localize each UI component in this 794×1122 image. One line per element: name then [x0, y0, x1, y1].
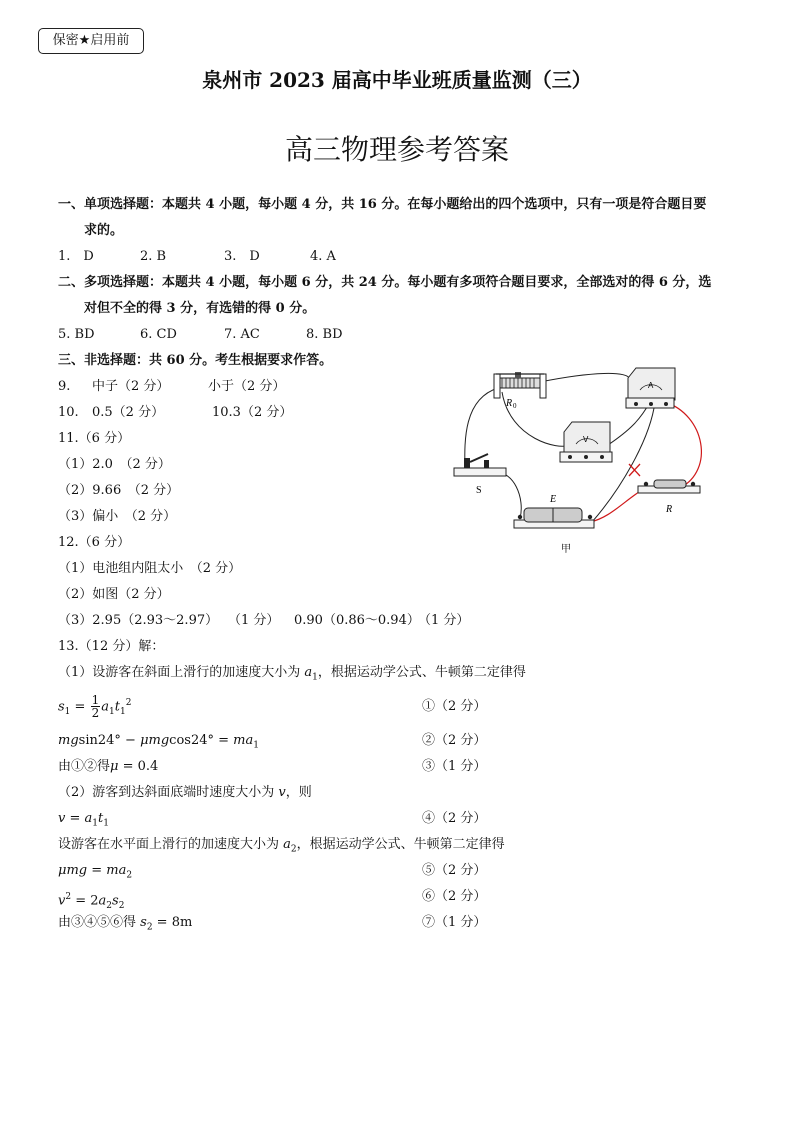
- q9-answer-a: 中子（2 分）: [92, 379, 170, 394]
- section2-answers: [58, 326, 343, 344]
- section1-header: 一、单项选择题：本题共 4 小题，每小题 4 分，共 16 分。在每小题给出的四个选项中，只有一项是符合题目要: [58, 197, 707, 212]
- equation-7-value: = 8m: [152, 915, 193, 930]
- equation-7: 由③④⑤⑥得 $s_2 = 8m$: [58, 915, 193, 933]
- label-r0: R: [506, 398, 513, 409]
- equation-3-score: ③（1 分）: [422, 759, 487, 774]
- equation-4-score: ④（2 分）: [422, 811, 487, 826]
- q13-part2-intro-text: （2）游客到达斜面底端时速度大小为: [58, 785, 279, 800]
- q11-part3: （3）偏小 （2 分）: [58, 509, 177, 524]
- q13-part2-mid: 设游客在水平面上滑行的加速度大小为 $a_2$，根据运动学公式、牛顿第二定律得: [58, 837, 505, 855]
- equation-5-score: ⑤（2 分）: [422, 863, 487, 878]
- figure-caption: 甲: [561, 544, 571, 555]
- cross-mark-icon: [629, 464, 640, 476]
- page-title: 高三物理参考答案: [284, 133, 509, 166]
- q13-part2-mid-text: 设游客在水平面上滑行的加速度大小为: [58, 837, 284, 852]
- q12-title: 12.（6 分）: [58, 535, 131, 550]
- equation-6-score: ⑥（2 分）: [422, 889, 487, 904]
- equation-2-score: ②（2 分）: [422, 733, 487, 748]
- q12-part3-value1: （3）2.95（2.93～2.97）: [58, 613, 219, 628]
- q13-part1-intro-text2: ，根据运动学公式、牛顿第二定律得: [317, 665, 526, 680]
- section2-header-cont: 对但不全的得 3 分，有选错的得 0 分。: [84, 301, 316, 316]
- q9-answer-b: 小于（2 分）: [208, 379, 286, 394]
- answer-8: 8. BD: [306, 327, 343, 342]
- voltmeter-label: V: [583, 435, 589, 444]
- section1-answers: [58, 248, 336, 266]
- equation-1-score: ①（2 分）: [422, 699, 487, 714]
- q12-part2: （2）如图（2 分）: [58, 587, 170, 602]
- rheostat-r0: [494, 372, 546, 398]
- answer-2: 2. B: [140, 249, 167, 264]
- circuit-diagram: [440, 360, 770, 560]
- answer-7: 7. AC: [224, 327, 260, 342]
- ammeter-label: A: [648, 381, 654, 390]
- q13-part1-intro-text: （1）设游客在斜面上滑行的加速度大小为: [58, 665, 305, 680]
- q13-title: 13.（12 分）解：: [58, 639, 165, 654]
- battery-e: [514, 508, 594, 528]
- q12-part3-score1: （1 分）: [228, 613, 280, 628]
- label-r0-subscript: 0: [513, 402, 517, 410]
- q9-line: [58, 378, 286, 396]
- label-switch: S: [476, 485, 482, 496]
- equation-7-score: ⑦（1 分）: [422, 915, 487, 930]
- equation-2-text-b: cos24° =: [169, 733, 234, 748]
- q9-number: 9.: [58, 379, 71, 394]
- section3-header: 三、非选择题：共 60 分。考生根据要求作答。: [58, 353, 333, 368]
- q11-part1: （1）2.0 （2 分）: [58, 457, 171, 472]
- q13-part1-intro: （1）设游客在斜面上滑行的加速度大小为 $a_1$，根据运动学公式、牛顿第二定律得: [58, 665, 526, 683]
- q12-part3: [58, 612, 470, 630]
- answer-6: 6. CD: [140, 327, 177, 342]
- section2-header: 二、多项选择题：本题共 4 小题，每小题 6 分，共 24 分。每小题有多项符合题目要求，全部选对的得 6 分，选: [58, 275, 712, 290]
- q11-title: 11.（6 分）: [58, 431, 131, 446]
- q10-answer-a: 0.5（2 分）: [92, 405, 165, 420]
- answer-3: 3. D: [224, 249, 260, 264]
- red-wire-battery-to-resistor: [590, 488, 645, 522]
- red-wire-ammeter-to-resistor: [665, 402, 701, 488]
- equation-1: $s_1$ = $\frac{1}{2}$ $a_1t_1^2$: [58, 693, 132, 721]
- equation-6: $v^2 = 2a_2s_2$: [58, 892, 125, 911]
- equation-2: $mgsin24^\circ - \mu mgcos24^\circ = ma_1$: [58, 733, 259, 751]
- q10-line: [58, 404, 293, 422]
- answer-5: 5. BD: [58, 327, 95, 342]
- q10-number: 10.: [58, 405, 79, 420]
- equation-2-text-a: sin24° −: [78, 733, 141, 748]
- q13-part2-intro: （2）游客到达斜面底端时速度大小为 v，则: [58, 785, 312, 800]
- q12-part1: （1）电池组内阻太小 （2 分）: [58, 561, 242, 576]
- answer-4: 4. A: [310, 249, 336, 264]
- equation-3-text: 由①②得: [58, 759, 111, 774]
- q13-part2-intro-text2: ，则: [285, 785, 312, 800]
- resistor-r: [638, 480, 700, 493]
- q12-part3-score2: （1 分）: [418, 613, 470, 628]
- exam-title: 泉州市 2023 届高中毕业班质量监测（三）: [202, 68, 592, 92]
- equation-3-value: = 0.4: [118, 759, 159, 774]
- q13-part2-mid-text2: ，根据运动学公式、牛顿第二定律得: [296, 837, 505, 852]
- answer-1: 1. D: [58, 249, 94, 264]
- q10-answer-b: 10.3（2 分）: [212, 405, 293, 420]
- equation-5: $\mu mg = ma_2$: [58, 863, 133, 881]
- equation-3: 由①②得μ = 0.4: [58, 759, 159, 774]
- section1-header-cont: 求的。: [84, 223, 124, 238]
- label-resistor: R: [666, 504, 673, 515]
- wire-r0-to-ammeter: [540, 373, 630, 385]
- confidential-badge: 保密★启用前: [38, 28, 144, 54]
- switch-s: [454, 454, 506, 476]
- equation-7-text: 由③④⑤⑥得: [58, 915, 141, 930]
- label-battery: E: [550, 494, 557, 505]
- wire-switch-to-battery: [490, 472, 521, 518]
- fraction-half: $\frac{1}{2}$: [91, 693, 100, 721]
- q12-part3-value2: 0.90（0.86～0.94）: [294, 613, 420, 628]
- equation-4: $v = a_1t_1$: [58, 811, 109, 829]
- q11-part2: （2）9.66 （2 分）: [58, 483, 180, 498]
